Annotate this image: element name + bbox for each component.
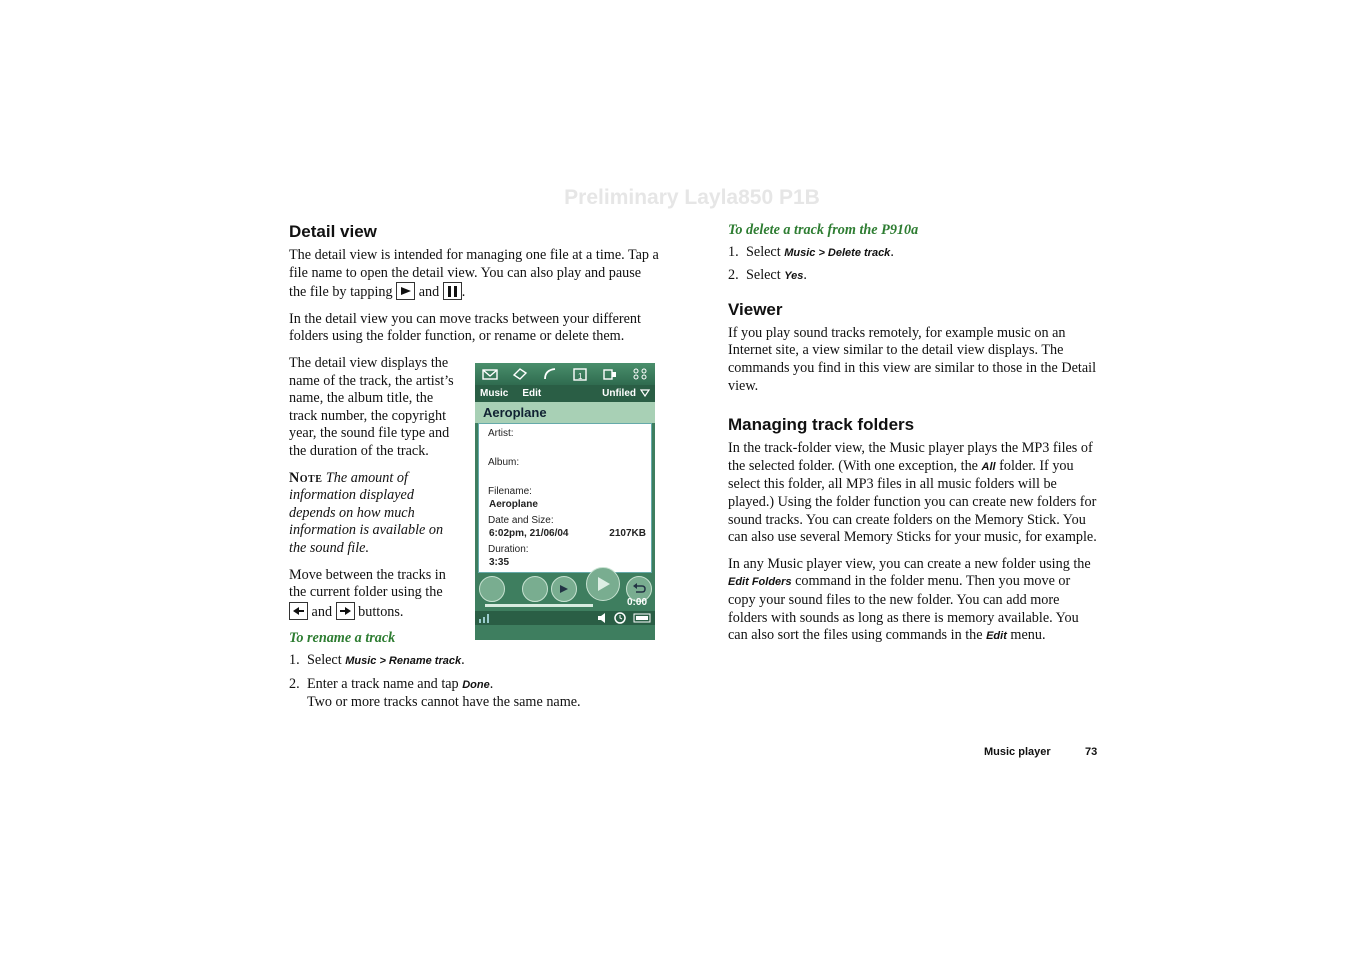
step-verb: Select <box>746 244 781 260</box>
stop-button[interactable] <box>479 576 505 602</box>
ui-command: All <box>981 460 996 473</box>
apps-grid-icon <box>632 367 648 381</box>
menu-edit[interactable]: Edit <box>522 388 542 399</box>
size-value: 2107KB <box>609 528 646 539</box>
next-button[interactable] <box>551 576 577 602</box>
play-icon <box>396 282 415 300</box>
phone-menu-bar <box>475 385 655 402</box>
ui-command: Yes <box>784 270 804 283</box>
nav-text: Move between the tracks in the current folder using the <box>289 566 446 601</box>
step-verb: Enter a track name and tap <box>307 675 459 692</box>
step-note: Two or more tracks cannot have the same name. <box>307 694 581 711</box>
step-verb: Select <box>307 652 342 669</box>
delete-steps <box>728 244 1100 286</box>
step-number: 2. <box>289 675 300 692</box>
duration-value: 3:35 <box>489 557 510 568</box>
detail-view-folders: In the detail view you can move tracks between your different folders using the folder function, or rename or delete them. <box>289 310 641 345</box>
phone-status-bar <box>475 611 655 625</box>
calendar-icon <box>572 367 588 381</box>
date-size-label: Date and Size: <box>488 515 554 526</box>
battery-icon <box>631 613 651 623</box>
previous-button[interactable] <box>522 576 548 602</box>
viewer-text: If you play sound tracks remotely, for example music on an Internet site, a view similar to the detail view displays. The commands you find in this view are similar to those in the Detail view. <box>728 324 1097 394</box>
folder-dropdown[interactable] <box>602 388 650 399</box>
detail-view-heading: Detail view <box>289 222 377 241</box>
period: . <box>489 675 494 692</box>
svg-text:1: 1 <box>578 372 583 381</box>
player-controls <box>475 573 655 611</box>
pause-icon <box>443 282 462 300</box>
rename-step-2 <box>289 676 659 712</box>
clock-icon <box>614 612 626 624</box>
rename-heading: To rename a track <box>289 630 396 647</box>
period: . <box>461 284 466 301</box>
para-text: In any Music player view, you can create a new folder using the <box>728 555 1091 572</box>
next-track-icon <box>336 602 355 620</box>
contacts-icon <box>512 367 528 381</box>
menu-music[interactable]: Music <box>480 388 509 399</box>
page-number: 73 <box>1085 746 1098 758</box>
para-text: menu. <box>1010 627 1046 644</box>
managing-text-2 <box>728 556 1100 646</box>
volume-icon <box>597 613 609 623</box>
note-text: The amount of information displayed depends on how much information is available on the sound file. <box>289 469 444 556</box>
step-text <box>307 652 465 670</box>
delete-step-1 <box>728 244 1100 262</box>
signal-icon <box>478 613 492 623</box>
filename-value: Aeroplane <box>489 499 538 510</box>
ui-command: Music > Delete track <box>784 247 891 259</box>
filename-label: Filename: <box>488 486 532 497</box>
step-number: 1. <box>289 652 300 669</box>
ui-command: Done <box>462 678 490 691</box>
para-text: command in the folder menu. Then you move or copy your sound files to the new folder. You can add more folders with sounds as long as there is memory available. You can also sort the files using commands in the <box>728 573 1079 644</box>
period: . <box>803 267 807 284</box>
step-text <box>746 267 807 285</box>
chevron-down-icon <box>640 389 650 397</box>
delete-step-2 <box>728 267 1100 285</box>
messaging-icon <box>482 367 498 381</box>
and-text: and <box>418 284 440 301</box>
step-verb: Select <box>746 267 781 284</box>
period: . <box>461 652 465 669</box>
detail-view-intro <box>289 247 659 302</box>
wrap-text-block <box>289 355 461 621</box>
progress-track[interactable] <box>485 604 593 607</box>
note <box>289 470 461 558</box>
delete-heading: To delete a track from the P910a <box>728 222 919 238</box>
step-number: 2. <box>728 267 739 284</box>
watermark: Preliminary Layla850 P1B <box>564 186 820 209</box>
ui-command: Edit Folders <box>728 576 792 589</box>
detail-view-displays: The detail view displays the name of the track, the artist’s name, the album title, the track number, the copyright year, the sound file type and the duration of the track. <box>289 354 454 459</box>
footer-section: Music player <box>984 746 1051 758</box>
play-button[interactable] <box>586 567 620 601</box>
buttons-text: buttons. <box>358 603 404 620</box>
managing-text-1 <box>728 440 1100 547</box>
and-text-2: and <box>311 603 333 620</box>
step-text <box>307 676 581 712</box>
rename-steps <box>289 652 659 711</box>
duration-label: Duration: <box>488 544 529 555</box>
album-label: Album: <box>488 457 520 468</box>
media-icon <box>602 367 618 381</box>
para-text: folder. If you select this folder, all MP3 files in all music folders will be played.) Using the folder function you can create new folders for sound tracks. You can create folders on the Memory Stick. You can also use several Memory Sticks for your music, for example. <box>728 457 1097 546</box>
viewer-heading: Viewer <box>728 299 783 319</box>
phone-screenshot <box>475 363 655 640</box>
rename-step-1 <box>289 652 659 670</box>
artist-label: Artist: <box>488 428 514 439</box>
ui-command: Music > Rename track <box>345 655 462 668</box>
folder-label: Unfiled <box>602 388 636 399</box>
play-large-icon <box>587 568 619 600</box>
step-text <box>746 244 894 262</box>
intro-text: The detail view is intended for managing one file at a time. Tap a file name to open the detail view. You can also play and pause the file by tapping <box>289 247 659 301</box>
note-label: Note <box>289 469 323 486</box>
managing-heading: Managing track folders <box>728 415 915 435</box>
next-icon <box>552 577 576 601</box>
date-value: 6:02pm, 21/06/04 <box>489 528 569 539</box>
phone-app-bar <box>475 363 655 385</box>
track-title: Aeroplane <box>475 402 655 423</box>
previous-track-icon <box>289 602 308 620</box>
period: . <box>890 244 894 260</box>
elapsed-time: 0:00 <box>627 597 648 608</box>
track-navigation <box>289 567 461 622</box>
step-number: 1. <box>728 244 739 260</box>
track-details <box>478 423 652 573</box>
phone-icon <box>542 367 558 381</box>
para-text: In the track-folder view, the Music player plays the MP3 files of the selected folder. (With one exception, the <box>728 440 1093 474</box>
right-column <box>728 222 1100 655</box>
ui-command: Edit <box>986 630 1007 643</box>
